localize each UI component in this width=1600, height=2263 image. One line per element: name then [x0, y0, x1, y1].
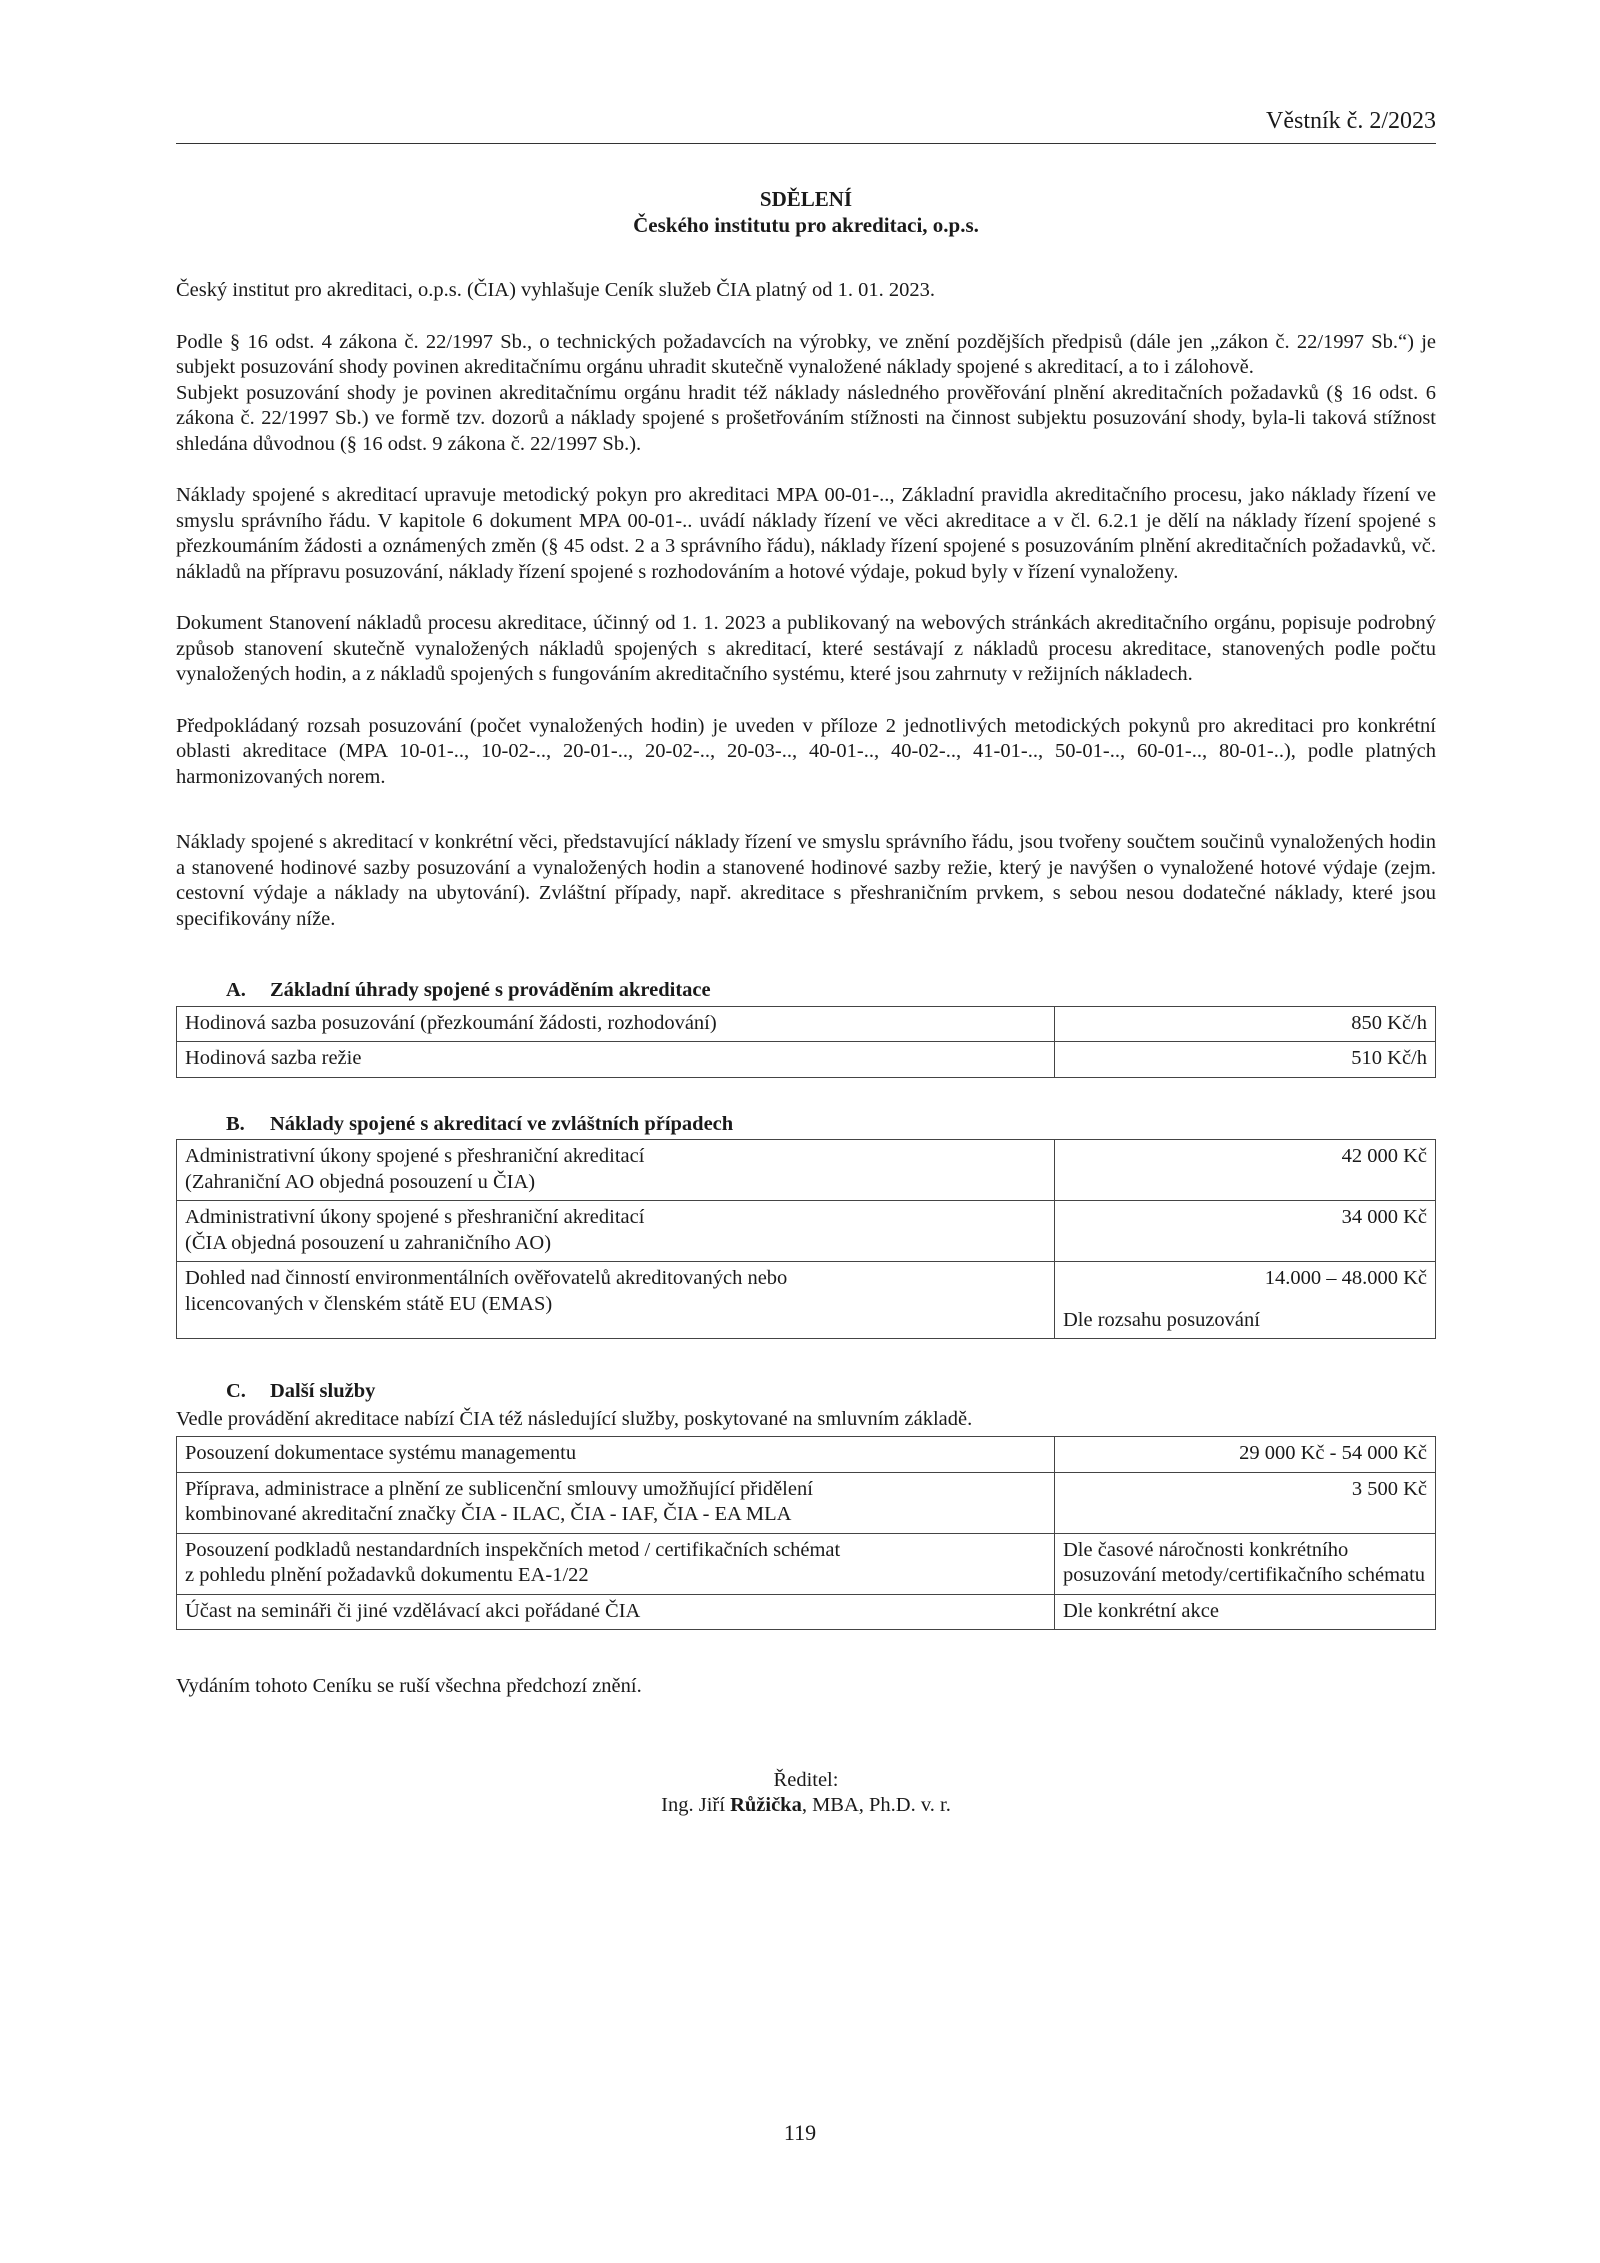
section-b-table	[176, 1139, 1436, 1339]
signature-name	[176, 1793, 1436, 1819]
paragraph-intro: Český institut pro akreditaci, o.p.s. (ČIA) vyhlašuje Ceník služeb ČIA platný od 1. 01. 2023.	[176, 279, 935, 301]
table-cell-price: 42 000 Kč	[1055, 1140, 1436, 1201]
table-row	[177, 1201, 1436, 1262]
desc-line-1: Administrativní úkony spojené s přeshraniční akreditací	[185, 1206, 645, 1228]
section-a-table	[176, 1006, 1436, 1078]
paragraph-law: Podle § 16 odst. 4 zákona č. 22/1997 Sb., o technických požadavcích na výrobky, ve znění pozdějších předpisů (dále jen „zákon č. 22/1997 Sb.“) je subjekt posuzování shody povinen akreditačnímu orgánu uhradit skutečně vynaložené náklady spojené s akreditací, a to i zálohově.	[176, 330, 1436, 378]
table-cell-desc	[177, 1262, 1055, 1339]
section-c-intro: Vedle provádění akreditace nabízí ČIA též následující služby, poskytované na smluvním základě.	[176, 1407, 973, 1430]
table-cell-price: Dle časové náročnosti konkrétního posuzování metody/certifikačního schématu	[1055, 1533, 1436, 1594]
table-cell-price: 3 500 Kč	[1055, 1472, 1436, 1533]
table-cell-price: 29 000 Kč - 54 000 Kč	[1055, 1437, 1436, 1473]
signature-name-pre: Ing. Jiří	[661, 1794, 731, 1816]
table-row	[177, 1594, 1436, 1630]
section-c-table	[176, 1436, 1436, 1630]
price-note: Dle rozsahu posuzování	[1063, 1308, 1260, 1331]
table-cell-desc	[177, 1472, 1055, 1533]
table-row	[177, 1042, 1436, 1078]
table-cell-desc	[177, 1201, 1055, 1262]
journal-header: Věstník č. 2/2023	[176, 108, 1436, 144]
section-a-letter: A.	[226, 979, 246, 1001]
section-c-letter: C.	[226, 1380, 246, 1402]
title-line-1: SDĚLENÍ	[759, 187, 853, 211]
signature-role: Ředitel:	[773, 1768, 839, 1791]
section-b-letter: B.	[226, 1112, 245, 1135]
signature-name-post: , MBA, Ph.D. v. r.	[801, 1794, 951, 1816]
table-cell-price: 34 000 Kč	[1055, 1201, 1436, 1262]
table-cell-price: 510 Kč/h	[1055, 1042, 1436, 1078]
section-a-heading	[226, 978, 1436, 1004]
paragraph-calculation: Náklady spojené s akreditací v konkrétní věci, představující náklady řízení ve smyslu správního řádu, jsou tvořeny součtem součinů vynaložených hodin a stanovené hodinové sazby posuzování a vynaložených hodin a stanovené hodinové sazby režie, který je navýšen o vynaložené hotové výdaje (zejm. cestovní výdaje a náklady na ubytování). Zvláštní případy, např. akreditace s přeshraničním prvkem, s sebou nesou dodatečné náklady, které jsou specifikovány níže.	[176, 831, 1436, 930]
section-b-heading	[226, 1112, 1436, 1138]
table-cell-price	[1055, 1262, 1436, 1339]
table-row	[177, 1140, 1436, 1201]
signature-surname: Růžička	[730, 1794, 802, 1816]
table-cell-desc: Hodinová sazba režie	[177, 1042, 1055, 1078]
document-body	[176, 186, 1436, 1819]
desc-line-2: kombinované akreditační značky ČIA - ILAC, ČIA - IAF, ČIA - EA MLA	[185, 1503, 792, 1525]
paragraph-costs: Náklady spojené s akreditací upravuje metodický pokyn pro akreditaci MPA 00-01-.., Základní pravidla akreditačního procesu, jako náklady řízení ve smyslu správního řádu. V kapitole 6 dokument MPA 00-01-.. uvádí náklady řízení ve věci akreditace a v čl. 6.2.1 je dělí na náklady řízení spojené s přezkoumáním žádosti a oznámených změn (§ 45 odst. 2 a 3 správního řádu), náklady řízení spojené s posuzováním plnění akreditačních požadavků, vč. nákladů na přípravu posuzování, náklady řízení spojené s rozhodováním a hotové výdaje, pokud byly v řízení vynaloženy.	[176, 484, 1436, 583]
desc-line-2: z pohledu plnění požadavků dokumentu EA-1/22	[185, 1564, 589, 1586]
table-cell-desc: Posouzení dokumentace systému managementu	[177, 1437, 1055, 1473]
section-a-title: Základní úhrady spojené s prováděním akreditace	[270, 979, 711, 1001]
table-cell-price: 850 Kč/h	[1055, 1006, 1436, 1042]
table-cell-price: Dle konkrétní akce	[1055, 1594, 1436, 1630]
page-number: 119	[783, 2120, 817, 2145]
table-row	[177, 1006, 1436, 1042]
paragraph-document: Dokument Stanovení nákladů procesu akreditace, účinný od 1. 1. 2023 a publikovaný na webových stránkách akreditačního orgánu, popisuje podrobný způsob stanovení skutečně vynaložených nákladů spojených s akreditací, které sestávají z nákladů procesu akreditace, stanovených podle počtu vynaložených hodin, a z nákladů spojených s fungováním akreditačního systému, které jsou zahrnuty v režijních nákladech.	[176, 612, 1436, 685]
title-line-2: Českého institutu pro akreditaci, o.p.s.	[633, 213, 979, 237]
signature-block	[176, 1768, 1436, 1819]
table-cell-desc: Hodinová sazba posuzování (přezkoumání žádosti, rozhodování)	[177, 1006, 1055, 1042]
desc-line-2: (Zahraniční AO objedná posouzení u ČIA)	[185, 1170, 536, 1193]
price-range: 14.000 – 48.000 Kč	[1264, 1267, 1427, 1289]
desc-line-2: licencovaných v členském státě EU (EMAS)	[185, 1292, 553, 1315]
section-b-title: Náklady spojené s akreditací ve zvláštních případech	[270, 1112, 734, 1135]
table-cell-desc	[177, 1533, 1055, 1594]
table-row	[177, 1533, 1436, 1594]
document-title	[176, 186, 1436, 238]
section-c-heading	[226, 1379, 1436, 1405]
table-cell-desc: Účast na semináři či jiné vzdělávací akci pořádané ČIA	[177, 1594, 1055, 1630]
table-row	[177, 1472, 1436, 1533]
paragraph-obligation: Subjekt posuzování shody je povinen akreditačnímu orgánu hradit též náklady následného prověřování plnění akreditačních požadavků (§ 16 odst. 6 zákona č. 22/1997 Sb.) ve formě tzv. dozorů a náklady spojené s prošetřováním stížnosti na činnost subjektu posuzování shody, byla-li taková stížnost shledána důvodnou (§ 16 odst. 9 zákona č. 22/1997 Sb.).	[176, 381, 1436, 455]
closing-statement: Vydáním tohoto Ceníku se ruší všechna předchozí znění.	[176, 1675, 642, 1697]
table-row	[177, 1262, 1436, 1339]
paragraph-scope: Předpokládaný rozsah posuzování (počet vynaložených hodin) je uveden v příloze 2 jednotlivých metodických pokynů pro akreditaci pro konkrétní oblasti akreditace (MPA 10-01-.., 10-02-.., 20-01-.., 20-02-.., 20-03-.., 40-01-.., 40-02-.., 41-01-.., 50-01-.., 60-01-.., 80-01-..), podle platných harmonizovaných norem.	[176, 714, 1436, 788]
desc-line-2: (ČIA objedná posouzení u zahraničního AO)	[185, 1231, 552, 1254]
table-cell-desc	[177, 1140, 1055, 1201]
desc-line-1: Posouzení podkladů nestandardních inspekčních metod / certifikačních schémat	[185, 1538, 841, 1561]
desc-line-1: Příprava, administrace a plnění ze sublicenční smlouvy umožňující přidělení	[185, 1477, 813, 1500]
table-row	[177, 1437, 1436, 1473]
desc-line-1: Dohled nad činností environmentálních ověřovatelů akreditovaných nebo	[185, 1267, 788, 1289]
desc-line-1: Administrativní úkony spojené s přeshraniční akreditací	[185, 1145, 645, 1167]
section-c-title: Další služby	[270, 1380, 376, 1402]
